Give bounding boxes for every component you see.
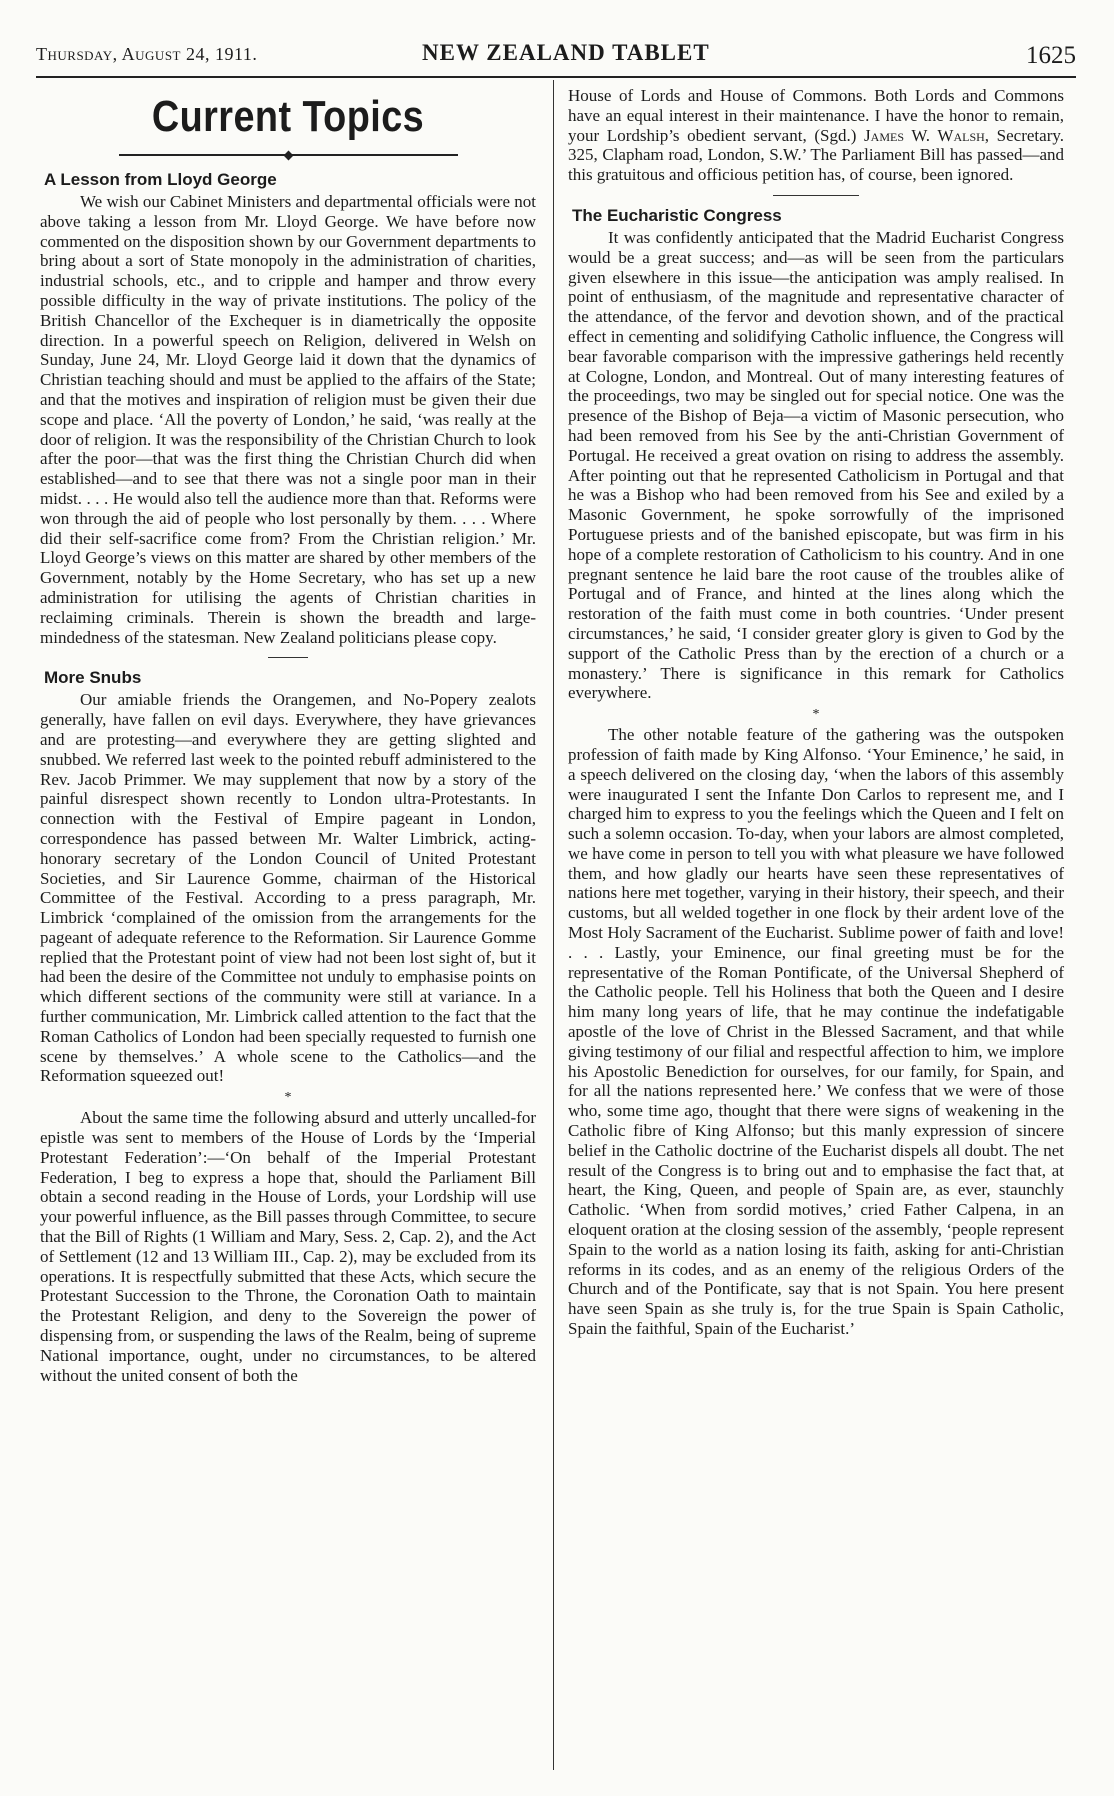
article-body-eucharistic-congress-1: It was confidently anticipated that the Madrid Eucharist Congress would be a great success; and—as will be seen from the particulars given elsewhere in this issue—the anticipation was amply realised. In point of enthusiasm, of the magnitude and representative character of the attendance, of the fervor and devotion shown, and of the practical effect in cementing and solidifying Catholic influence, the Congress will bear favorable comparison with the impressive gatherings held recently at Cologne, London, and Montreal. Out of many interesting features of the proceedings, two may be singled out for special notice. One was the presence of the Bishop of Beja—a victim of Masonic persecution, who had been removed from his See by the anti-Christian Government of Portugal. He received a great ovation on rising to address the assembly. After pointing out that he represented Catholicism in Portugal and that he was a Bishop who had been removed from his See and exiled by a Masonic Government, he spoke sorrowfully of the imprisoned Portuguese priests and of the banished episcopate, but was firm in his hope of a complete restoration of Catholicism to his country. And in one pregnant sentence he laid bare the root cause of the troubles alike of Portugal and of France, and hinted at the lines along which the restoration of the faith must come in both countries. ‘Under present circumstances,’ he said, ‘I consider greater glory is given to God by the support of the Catholic Press than by the erection of a church or a monastery.’ There is significance in this remark for Catholics everywhere. bbox=[568, 227, 1064, 703]
article-body-eucharistic-congress-2: The other notable feature of the gathering was the outspoken profession of faith made by King Alfonso. ‘Your Eminence,’ he said, in a speech delivered on the closing day, ‘when the labors of this assembly were inaugurated I sent the Infante Don Carlos to represent me, and I charged him to express to you the feelings which the Queen and I felt on such a solemn occasion. To-day, when your labors are almost completed, we have come in person to tell you with what pleasure we have followed them, and how gladly our hearts have seen these representatives of nations here met together, varying in their history, their speech, and their customs, but all welded together in one flock by their ardent love of the Most Holy Sacrament of the Eucharist. Sublime power of faith and love! . . . Lastly, your Eminence, our final greeting must be for the representative of the Roman Pontificate, of the Universal Shepherd of the Catholic people. Tell his Holiness that both the Queen and I desire him many long years of life, that he may continue the indefatigable apostle of the love of Christ in the Blessed Sacrament, and that while giving testimony of our filial and respectful affection to him, we implore his Apostolic Benediction for ourselves, for our family, for Spain, and for all the nations represented here.’ We confess that we were of those who, some time ago, thought that there were signs of weakening in the Catholic fibre of King Alfonso; but this manly expression of sincere belief in the Catholic doctrine of the Eucharist dispels all doubt. The net result of the Congress is to bring out and to emphasise the fact that, at heart, the King, Queen, and people of Spain are, as ever, staunchly Catholic. ‘When from sordid motives,’ cried Father Calpena, in an eloquent oration at the closing session of the assembly, ‘people represent Spain to the world as a nation losing its faith, asking for anti-Christian reforms in its codes, and as an enemy of the religious Orders of the Church and of the Pontificate, say that is not Spain. You here present have seen Spain as she truly is, for the true Spain is Spain Catholic, Spain the faithful, Spain of the Eucharist.’ bbox=[568, 725, 1064, 1339]
article-body-more-snubs-2: About the same time the following absurd and utterly uncalled-for epistle was sent to members of the House of Lords by the ‘Imperial Protestant Federation’:—‘On behalf of the Imperial Protestant Federation, I beg to express a hope that, should the Parliament Bill obtain a second reading in the House of Lords, your Lordship will use your powerful influence, as the Bill passes through Committee, to secure that the Bill of Rights (1 William and Mary, Sess. 2, Cap. 2), and the Act of Settlement (12 and 13 William III., Cap. 2), may be excluded from its operations. It is respectfully submitted that these Acts, which secure the Protestant Succession to the Throne, the Coronation Oath to maintain the Protestant Religion, and deny to the Sovereign the power of dispensing from, or suspending the laws of the Realm, being of supreme National importance, ought, under no circumstances, to be altered without the united consent of both the bbox=[40, 1108, 536, 1385]
right-column bbox=[568, 86, 1064, 1339]
section-title: Current Topics bbox=[151, 92, 425, 141]
article-body-more-snubs-continued: House of Lords and House of Commons. Both Lords and Commons have an equal interest in their maintenance. I have the honor to remain, your Lordship’s obedient servant, (Sgd.) James W. Walsh, Secretary. 325, Clapham road, London, S.W.’ The Parliament Bill has passed—and this gratuitous and officious petition has, of course, been ignored. bbox=[568, 86, 1065, 185]
article-heading-eucharistic-congress: The Eucharistic Congress bbox=[572, 205, 782, 225]
title-ornament bbox=[40, 146, 536, 160]
column-divider bbox=[553, 80, 554, 1770]
asterisk-separator: * bbox=[812, 707, 820, 723]
left-column bbox=[40, 86, 536, 1385]
article-heading-lloyd-george: A Lesson from Lloyd George bbox=[44, 170, 277, 189]
article-separator bbox=[773, 195, 859, 196]
header-rule bbox=[36, 76, 1076, 78]
article-heading-more-snubs: More Snubs bbox=[44, 668, 142, 688]
page-header bbox=[36, 40, 1076, 76]
issue-date: Thursday, August 24, 1911. bbox=[36, 44, 258, 64]
article-body-lloyd-george: We wish our Cabinet Ministers and departmental officials were not above taking a lesson from Mr. Lloyd George. We have before now commented on the disposition shown by our Government departments to bring about a sort of State monopoly in the administration of charities, industrial schools, etc., and to cripple and hamper and throw every possible difficulty in the way of private institutions. The policy of the British Chancellor of the Exchequer is in diametrically the opposite direction. In a powerful speech on Religion, delivered in Welsh on Sunday, June 24, Mr. Lloyd George laid it down that the dynamics of Christian teaching should and must be applied to the affairs of the State; and that the motives and inspiration of religion must be given their due scope and place. ‘All the poverty of London,’ he said, ‘was really at the door of religion. It was the responsibility of the Christian Church to look after the poor—that was the first thing the Christian Church did when established—and to see that there was not a single poor man in their midst. . . . He would also tell the audience more than that. Reforms were won through the aid of people who lost personally by them. . . . Where did their self-sacrifice come from? From the Christian religion.’ Mr. Lloyd George’s views on this matter are shared by other members of the Government, notably by the Home Secretary, who has set up a new administration for utilising the agents of Christian charities in reclaiming criminals. Therein is shown the breadth and large-mindedness of the statesman. New Zealand politicians please copy. bbox=[40, 192, 536, 647]
asterisk-separator: * bbox=[284, 1090, 292, 1106]
publication-title: NEW ZEALAND TABLET bbox=[422, 40, 710, 65]
diamond-ornament-icon bbox=[283, 150, 293, 160]
signatory-name: James W. Walsh bbox=[864, 125, 985, 145]
article-body-more-snubs-1: Our amiable friends the Orangemen, and No-Popery zealots generally, have fallen on evil days. Everywhere, they have grievances and are protesting—and everywhere they are getting slighted and snubbed. We referred last week to the pointed rebuff administered to the Rev. Jacob Primmer. We may supplement that now by a story of the painful disrespect shown recently to London ultra-Protestants. In connection with the Festival of Empire pageant in London, correspondence has passed between Mr. Walter Limbrick, acting-honorary secretary of the London Council of United Protestant Societies, and Sir Laurence Gomme, chairman of the Historical Committee of the Festival. According to a press paragraph, Mr. Limbrick ‘complained of the omission from the arrangements for the pageant of adequate reference to the Reformation. Sir Laurence Gomme replied that the Protestant point of view had not been lost sight of, but it had been the desire of the Committee not unduly to emphasise points on which different sections of the community were still at variance. In a further communication, Mr. Limbrick called attention to the fact that the Roman Catholics of London had been specially requested to furnish one scene by themselves.’ A whole scene to the Catholics—and the Reformation squeezed out! bbox=[40, 690, 536, 1086]
page-number: 1625 bbox=[1026, 42, 1076, 69]
article-separator bbox=[268, 657, 308, 658]
